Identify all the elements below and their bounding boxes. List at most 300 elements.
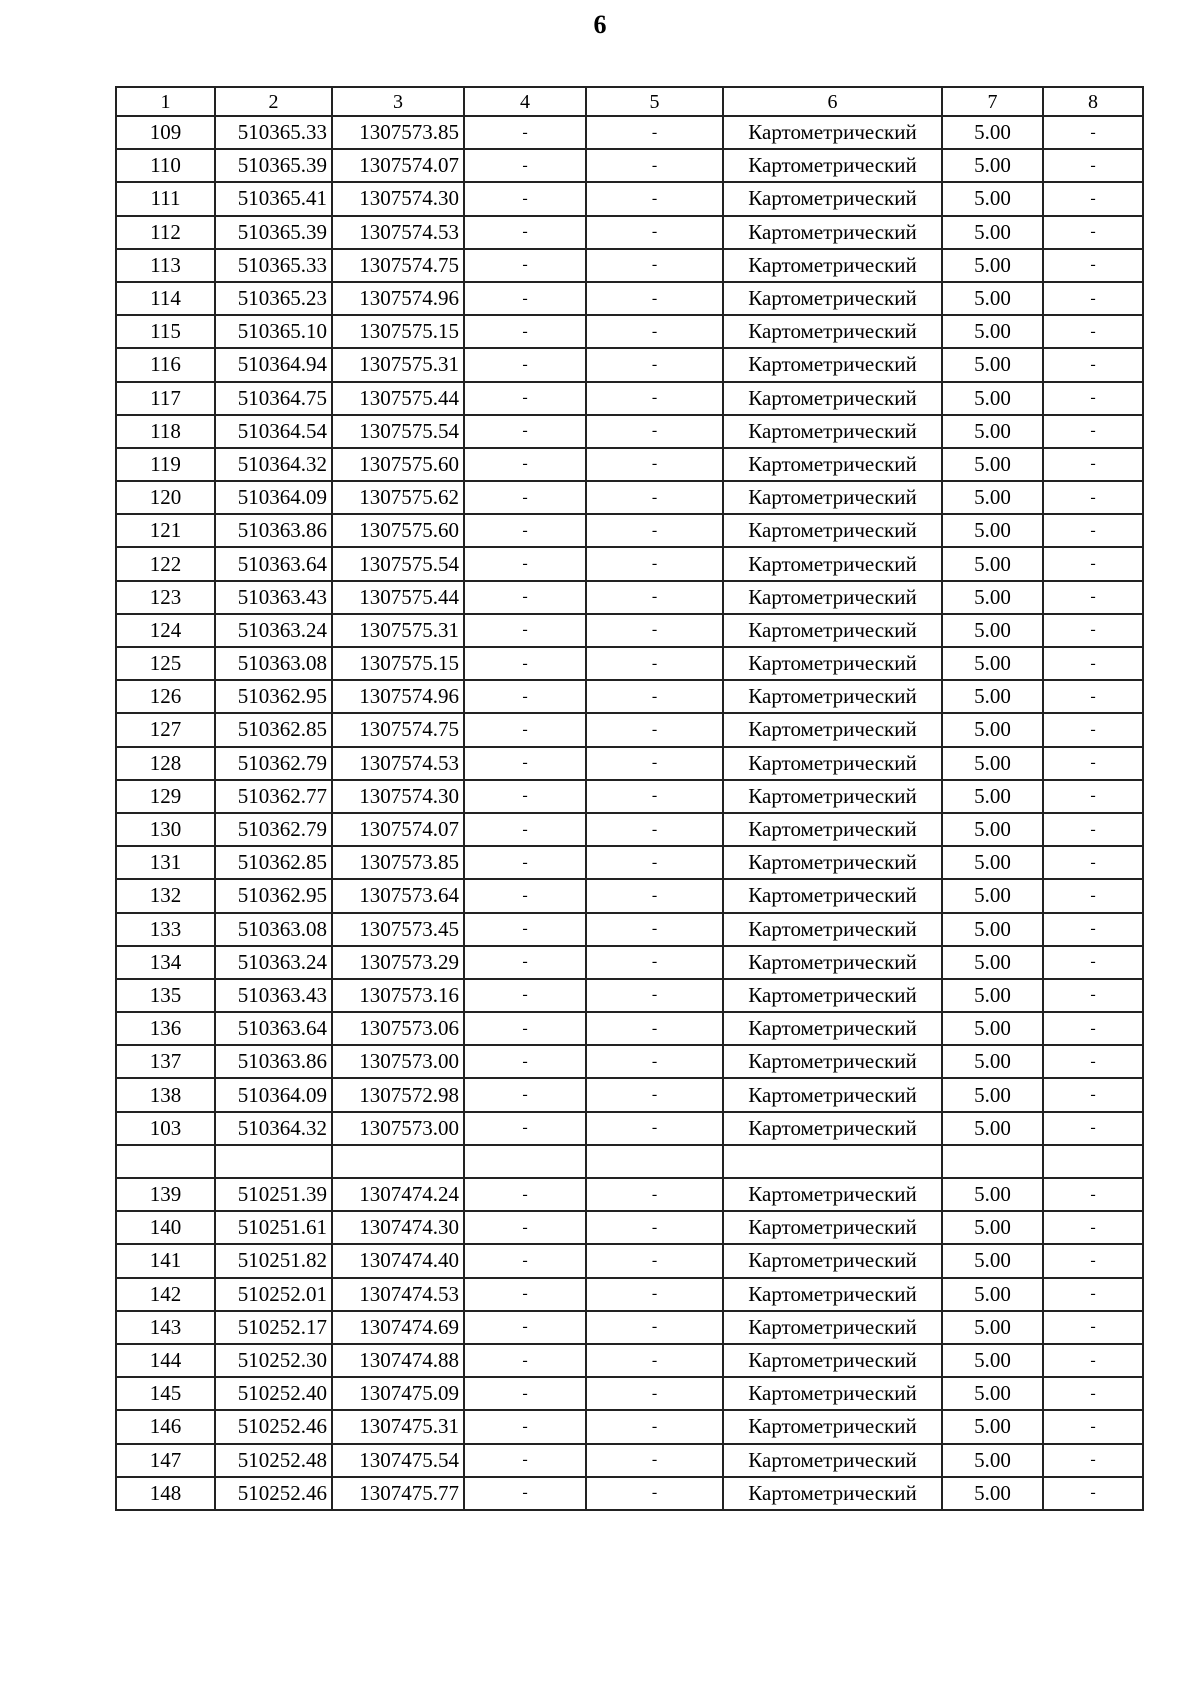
- y-coordinate-cell: 1307575.54: [332, 415, 464, 448]
- method-cell: Картометрический: [723, 382, 942, 415]
- point-number-cell: 130: [116, 813, 215, 846]
- column-8-cell: -: [1043, 1278, 1143, 1311]
- table-row: [116, 614, 1143, 647]
- table-row: [116, 879, 1143, 912]
- y-coordinate-cell: 1307574.75: [332, 249, 464, 282]
- table-row: [116, 382, 1143, 415]
- column-4-cell: -: [464, 846, 586, 879]
- column-4-cell: -: [464, 713, 586, 746]
- point-number-cell: 120: [116, 481, 215, 514]
- coordinates-table: [115, 86, 1144, 1511]
- column-8-cell: -: [1043, 713, 1143, 746]
- accuracy-cell: 5.00: [942, 1344, 1043, 1377]
- y-coordinate-cell: 1307574.07: [332, 813, 464, 846]
- column-8-cell: -: [1043, 1377, 1143, 1410]
- column-4-cell: -: [464, 116, 586, 149]
- point-number-cell: 124: [116, 614, 215, 647]
- column-8-cell: -: [1043, 879, 1143, 912]
- column-5-cell: -: [586, 1178, 723, 1211]
- method-cell: Картометрический: [723, 1178, 942, 1211]
- column-5-cell: -: [586, 1012, 723, 1045]
- y-coordinate-cell: 1307573.16: [332, 979, 464, 1012]
- y-coordinate-cell: 1307575.44: [332, 581, 464, 614]
- table-row: [116, 1311, 1143, 1344]
- table-row: [116, 913, 1143, 946]
- table-row: [116, 249, 1143, 282]
- column-4-cell: -: [464, 946, 586, 979]
- method-cell: Картометрический: [723, 182, 942, 215]
- header-cell: 4: [464, 87, 586, 116]
- table-row: [116, 813, 1143, 846]
- point-number-cell: 109: [116, 116, 215, 149]
- column-4-cell: -: [464, 1112, 586, 1145]
- column-4-cell: -: [464, 382, 586, 415]
- method-cell: Картометрический: [723, 1244, 942, 1277]
- column-5-cell: -: [586, 1344, 723, 1377]
- x-coordinate-cell: 510252.30: [215, 1344, 332, 1377]
- y-coordinate-cell: 1307574.53: [332, 216, 464, 249]
- table-row: [116, 216, 1143, 249]
- accuracy-cell: 5.00: [942, 315, 1043, 348]
- y-coordinate-cell: 1307474.24: [332, 1178, 464, 1211]
- point-number-cell: 122: [116, 547, 215, 580]
- column-5-cell: -: [586, 547, 723, 580]
- column-8-cell: -: [1043, 780, 1143, 813]
- column-4-cell: -: [464, 680, 586, 713]
- column-5-cell: -: [586, 1444, 723, 1477]
- y-coordinate-cell: 1307574.53: [332, 747, 464, 780]
- column-4-cell: -: [464, 282, 586, 315]
- x-coordinate-cell: 510364.32: [215, 1112, 332, 1145]
- point-number-cell: 112: [116, 216, 215, 249]
- y-coordinate-cell: 1307474.69: [332, 1311, 464, 1344]
- method-cell: Картометрический: [723, 249, 942, 282]
- column-8-cell: -: [1043, 1045, 1143, 1078]
- y-coordinate-cell: 1307573.85: [332, 846, 464, 879]
- column-4-cell: -: [464, 747, 586, 780]
- accuracy-cell: 5.00: [942, 780, 1043, 813]
- point-number-cell: 113: [116, 249, 215, 282]
- table-row: [116, 448, 1143, 481]
- y-coordinate-cell: 1307574.07: [332, 149, 464, 182]
- accuracy-cell: 5.00: [942, 747, 1043, 780]
- point-number-cell: 139: [116, 1178, 215, 1211]
- x-coordinate-cell: 510364.54: [215, 415, 332, 448]
- column-4-cell: -: [464, 979, 586, 1012]
- header-cell: 5: [586, 87, 723, 116]
- accuracy-cell: 5.00: [942, 1278, 1043, 1311]
- point-number-cell: 140: [116, 1211, 215, 1244]
- column-4-cell: -: [464, 1311, 586, 1344]
- accuracy-cell: 5.00: [942, 547, 1043, 580]
- y-coordinate-cell: 1307573.00: [332, 1112, 464, 1145]
- x-coordinate-cell: 510363.86: [215, 1045, 332, 1078]
- column-5-cell: -: [586, 614, 723, 647]
- accuracy-cell: [942, 1145, 1043, 1178]
- column-4-cell: -: [464, 614, 586, 647]
- table-row: [116, 1410, 1143, 1443]
- method-cell: Картометрический: [723, 747, 942, 780]
- y-coordinate-cell: 1307574.30: [332, 780, 464, 813]
- x-coordinate-cell: 510364.09: [215, 1078, 332, 1111]
- table-row: [116, 1444, 1143, 1477]
- point-number-cell: 137: [116, 1045, 215, 1078]
- x-coordinate-cell: 510362.85: [215, 713, 332, 746]
- y-coordinate-cell: 1307575.15: [332, 315, 464, 348]
- column-5-cell: -: [586, 1045, 723, 1078]
- accuracy-cell: 5.00: [942, 182, 1043, 215]
- point-number-cell: 127: [116, 713, 215, 746]
- accuracy-cell: 5.00: [942, 1410, 1043, 1443]
- x-coordinate-cell: 510364.94: [215, 348, 332, 381]
- column-4-cell: -: [464, 315, 586, 348]
- method-cell: Картометрический: [723, 713, 942, 746]
- y-coordinate-cell: 1307475.31: [332, 1410, 464, 1443]
- table-row: [116, 1012, 1143, 1045]
- y-coordinate-cell: 1307575.44: [332, 382, 464, 415]
- point-number-cell: 132: [116, 879, 215, 912]
- method-cell: Картометрический: [723, 1444, 942, 1477]
- y-coordinate-cell: 1307573.64: [332, 879, 464, 912]
- method-cell: Картометрический: [723, 149, 942, 182]
- table-row: [116, 946, 1143, 979]
- column-8-cell: -: [1043, 1410, 1143, 1443]
- method-cell: Картометрический: [723, 946, 942, 979]
- x-coordinate-cell: 510363.43: [215, 979, 332, 1012]
- column-4-cell: -: [464, 1045, 586, 1078]
- table-row: [116, 547, 1143, 580]
- table-row: [116, 1078, 1143, 1111]
- column-8-cell: -: [1043, 813, 1143, 846]
- method-cell: Картометрический: [723, 315, 942, 348]
- point-number-cell: 145: [116, 1377, 215, 1410]
- table-row: [116, 315, 1143, 348]
- x-coordinate-cell: 510252.17: [215, 1311, 332, 1344]
- column-8-cell: -: [1043, 348, 1143, 381]
- column-8-cell: -: [1043, 1244, 1143, 1277]
- y-coordinate-cell: 1307474.30: [332, 1211, 464, 1244]
- accuracy-cell: 5.00: [942, 1045, 1043, 1078]
- column-4-cell: -: [464, 1078, 586, 1111]
- point-number-cell: 123: [116, 581, 215, 614]
- accuracy-cell: 5.00: [942, 1377, 1043, 1410]
- method-cell: Картометрический: [723, 1012, 942, 1045]
- x-coordinate-cell: 510363.24: [215, 946, 332, 979]
- y-coordinate-cell: [332, 1145, 464, 1178]
- column-5-cell: -: [586, 1244, 723, 1277]
- point-number-cell: 148: [116, 1477, 215, 1510]
- accuracy-cell: 5.00: [942, 813, 1043, 846]
- x-coordinate-cell: 510251.61: [215, 1211, 332, 1244]
- method-cell: Картометрический: [723, 1410, 942, 1443]
- column-4-cell: -: [464, 813, 586, 846]
- column-8-cell: -: [1043, 182, 1143, 215]
- y-coordinate-cell: 1307575.54: [332, 547, 464, 580]
- table-row: [116, 846, 1143, 879]
- method-cell: Картометрический: [723, 1311, 942, 1344]
- column-5-cell: -: [586, 348, 723, 381]
- column-5-cell: -: [586, 514, 723, 547]
- table-row: [116, 979, 1143, 1012]
- accuracy-cell: 5.00: [942, 846, 1043, 879]
- y-coordinate-cell: 1307575.15: [332, 647, 464, 680]
- table-row: [116, 1178, 1143, 1211]
- y-coordinate-cell: 1307474.53: [332, 1278, 464, 1311]
- column-4-cell: -: [464, 1344, 586, 1377]
- column-5-cell: -: [586, 1377, 723, 1410]
- column-4-cell: -: [464, 1444, 586, 1477]
- method-cell: Картометрический: [723, 1045, 942, 1078]
- y-coordinate-cell: 1307572.98: [332, 1078, 464, 1111]
- accuracy-cell: 5.00: [942, 216, 1043, 249]
- column-8-cell: -: [1043, 1112, 1143, 1145]
- table-row: [116, 1045, 1143, 1078]
- column-4-cell: -: [464, 149, 586, 182]
- column-4-cell: -: [464, 1477, 586, 1510]
- method-cell: Картометрический: [723, 913, 942, 946]
- point-number-cell: 135: [116, 979, 215, 1012]
- x-coordinate-cell: 510365.23: [215, 282, 332, 315]
- accuracy-cell: 5.00: [942, 1178, 1043, 1211]
- column-4-cell: -: [464, 913, 586, 946]
- column-5-cell: -: [586, 1477, 723, 1510]
- column-8-cell: -: [1043, 1477, 1143, 1510]
- method-cell: Картометрический: [723, 481, 942, 514]
- column-5-cell: -: [586, 647, 723, 680]
- point-number-cell: 146: [116, 1410, 215, 1443]
- x-coordinate-cell: 510365.39: [215, 216, 332, 249]
- header-cell: 2: [215, 87, 332, 116]
- column-5-cell: -: [586, 813, 723, 846]
- point-number-cell: 141: [116, 1244, 215, 1277]
- column-8-cell: -: [1043, 1444, 1143, 1477]
- y-coordinate-cell: 1307574.30: [332, 182, 464, 215]
- column-5-cell: -: [586, 415, 723, 448]
- table-row: [116, 116, 1143, 149]
- column-4-cell: -: [464, 216, 586, 249]
- column-8-cell: -: [1043, 481, 1143, 514]
- x-coordinate-cell: 510365.10: [215, 315, 332, 348]
- column-5-cell: -: [586, 315, 723, 348]
- accuracy-cell: 5.00: [942, 879, 1043, 912]
- header-cell: 7: [942, 87, 1043, 116]
- column-8-cell: -: [1043, 913, 1143, 946]
- point-number-cell: 126: [116, 680, 215, 713]
- page-number: 6: [593, 10, 607, 39]
- column-8-cell: -: [1043, 1012, 1143, 1045]
- column-5-cell: -: [586, 1278, 723, 1311]
- x-coordinate-cell: 510363.08: [215, 913, 332, 946]
- column-5-cell: -: [586, 1410, 723, 1443]
- y-coordinate-cell: 1307573.29: [332, 946, 464, 979]
- column-8-cell: -: [1043, 547, 1143, 580]
- column-8-cell: [1043, 1145, 1143, 1178]
- column-5-cell: -: [586, 116, 723, 149]
- x-coordinate-cell: 510362.79: [215, 813, 332, 846]
- header-cell: 6: [723, 87, 942, 116]
- method-cell: Картометрический: [723, 581, 942, 614]
- point-number-cell: 136: [116, 1012, 215, 1045]
- x-coordinate-cell: 510252.40: [215, 1377, 332, 1410]
- point-number-cell: 129: [116, 780, 215, 813]
- column-8-cell: -: [1043, 581, 1143, 614]
- column-5-cell: -: [586, 282, 723, 315]
- point-number-cell: 117: [116, 382, 215, 415]
- table-row: [116, 182, 1143, 215]
- point-number-cell: 115: [116, 315, 215, 348]
- column-4-cell: -: [464, 780, 586, 813]
- point-number-cell: 143: [116, 1311, 215, 1344]
- accuracy-cell: 5.00: [942, 116, 1043, 149]
- column-8-cell: -: [1043, 1211, 1143, 1244]
- column-5-cell: -: [586, 216, 723, 249]
- point-number-cell: 125: [116, 647, 215, 680]
- y-coordinate-cell: 1307575.60: [332, 448, 464, 481]
- point-number-cell: 118: [116, 415, 215, 448]
- accuracy-cell: 5.00: [942, 382, 1043, 415]
- x-coordinate-cell: 510252.46: [215, 1477, 332, 1510]
- method-cell: Картометрический: [723, 614, 942, 647]
- method-cell: Картометрический: [723, 415, 942, 448]
- column-5-cell: -: [586, 946, 723, 979]
- y-coordinate-cell: 1307475.77: [332, 1477, 464, 1510]
- column-8-cell: -: [1043, 282, 1143, 315]
- column-4-cell: [464, 1145, 586, 1178]
- column-4-cell: -: [464, 1377, 586, 1410]
- column-4-cell: -: [464, 1178, 586, 1211]
- method-cell: Картометрический: [723, 846, 942, 879]
- x-coordinate-cell: 510365.41: [215, 182, 332, 215]
- column-8-cell: -: [1043, 647, 1143, 680]
- y-coordinate-cell: 1307575.60: [332, 514, 464, 547]
- column-5-cell: -: [586, 1112, 723, 1145]
- column-4-cell: -: [464, 348, 586, 381]
- column-8-cell: -: [1043, 1311, 1143, 1344]
- column-5-cell: -: [586, 581, 723, 614]
- method-cell: Картометрический: [723, 348, 942, 381]
- accuracy-cell: 5.00: [942, 1112, 1043, 1145]
- y-coordinate-cell: 1307575.62: [332, 481, 464, 514]
- column-4-cell: -: [464, 647, 586, 680]
- x-coordinate-cell: 510363.64: [215, 547, 332, 580]
- column-5-cell: -: [586, 913, 723, 946]
- column-4-cell: -: [464, 547, 586, 580]
- point-number-cell: 133: [116, 913, 215, 946]
- column-8-cell: -: [1043, 1344, 1143, 1377]
- accuracy-cell: 5.00: [942, 1444, 1043, 1477]
- x-coordinate-cell: 510252.48: [215, 1444, 332, 1477]
- accuracy-cell: 5.00: [942, 448, 1043, 481]
- table-row: [116, 581, 1143, 614]
- column-5-cell: -: [586, 481, 723, 514]
- point-number-cell: 147: [116, 1444, 215, 1477]
- table-row: [116, 747, 1143, 780]
- column-5-cell: -: [586, 979, 723, 1012]
- column-8-cell: -: [1043, 946, 1143, 979]
- x-coordinate-cell: 510363.08: [215, 647, 332, 680]
- accuracy-cell: 5.00: [942, 514, 1043, 547]
- column-8-cell: -: [1043, 846, 1143, 879]
- column-8-cell: -: [1043, 979, 1143, 1012]
- method-cell: Картометрический: [723, 1344, 942, 1377]
- method-cell: Картометрический: [723, 547, 942, 580]
- point-number-cell: 138: [116, 1078, 215, 1111]
- column-5-cell: [586, 1145, 723, 1178]
- point-number-cell: 144: [116, 1344, 215, 1377]
- header-cell: 8: [1043, 87, 1143, 116]
- x-coordinate-cell: 510363.86: [215, 514, 332, 547]
- method-cell: Картометрический: [723, 1278, 942, 1311]
- column-5-cell: -: [586, 448, 723, 481]
- column-5-cell: -: [586, 846, 723, 879]
- column-5-cell: -: [586, 149, 723, 182]
- x-coordinate-cell: 510251.82: [215, 1244, 332, 1277]
- accuracy-cell: 5.00: [942, 282, 1043, 315]
- x-coordinate-cell: 510362.79: [215, 747, 332, 780]
- column-4-cell: -: [464, 448, 586, 481]
- table-row: [116, 1211, 1143, 1244]
- table-row: [116, 780, 1143, 813]
- y-coordinate-cell: 1307573.45: [332, 913, 464, 946]
- y-coordinate-cell: 1307574.96: [332, 282, 464, 315]
- accuracy-cell: 5.00: [942, 481, 1043, 514]
- x-coordinate-cell: 510362.95: [215, 680, 332, 713]
- column-5-cell: -: [586, 713, 723, 746]
- table-row: [116, 1244, 1143, 1277]
- table-row: [116, 282, 1143, 315]
- x-coordinate-cell: 510364.75: [215, 382, 332, 415]
- column-8-cell: -: [1043, 514, 1143, 547]
- column-8-cell: -: [1043, 149, 1143, 182]
- header-cell: 1: [116, 87, 215, 116]
- table-row: [116, 1377, 1143, 1410]
- column-8-cell: -: [1043, 249, 1143, 282]
- method-cell: [723, 1145, 942, 1178]
- x-coordinate-cell: 510363.64: [215, 1012, 332, 1045]
- column-8-cell: -: [1043, 614, 1143, 647]
- column-5-cell: -: [586, 249, 723, 282]
- table-row: [116, 1477, 1143, 1510]
- table-row: [116, 680, 1143, 713]
- column-5-cell: -: [586, 680, 723, 713]
- table-row: [116, 1344, 1143, 1377]
- point-number-cell: 128: [116, 747, 215, 780]
- x-coordinate-cell: 510365.33: [215, 249, 332, 282]
- table-row: [116, 713, 1143, 746]
- point-number-cell: 114: [116, 282, 215, 315]
- accuracy-cell: 5.00: [942, 581, 1043, 614]
- method-cell: Картометрический: [723, 647, 942, 680]
- accuracy-cell: 5.00: [942, 348, 1043, 381]
- method-cell: Картометрический: [723, 780, 942, 813]
- accuracy-cell: 5.00: [942, 149, 1043, 182]
- table-row: [116, 348, 1143, 381]
- y-coordinate-cell: 1307475.54: [332, 1444, 464, 1477]
- column-4-cell: -: [464, 415, 586, 448]
- method-cell: Картометрический: [723, 979, 942, 1012]
- x-coordinate-cell: 510365.33: [215, 116, 332, 149]
- method-cell: Картометрический: [723, 216, 942, 249]
- accuracy-cell: 5.00: [942, 614, 1043, 647]
- column-8-cell: -: [1043, 415, 1143, 448]
- column-4-cell: -: [464, 879, 586, 912]
- method-cell: Картометрический: [723, 680, 942, 713]
- y-coordinate-cell: 1307475.09: [332, 1377, 464, 1410]
- x-coordinate-cell: 510365.39: [215, 149, 332, 182]
- method-cell: Картометрический: [723, 448, 942, 481]
- table-row: [116, 1278, 1143, 1311]
- point-number-cell: 111: [116, 182, 215, 215]
